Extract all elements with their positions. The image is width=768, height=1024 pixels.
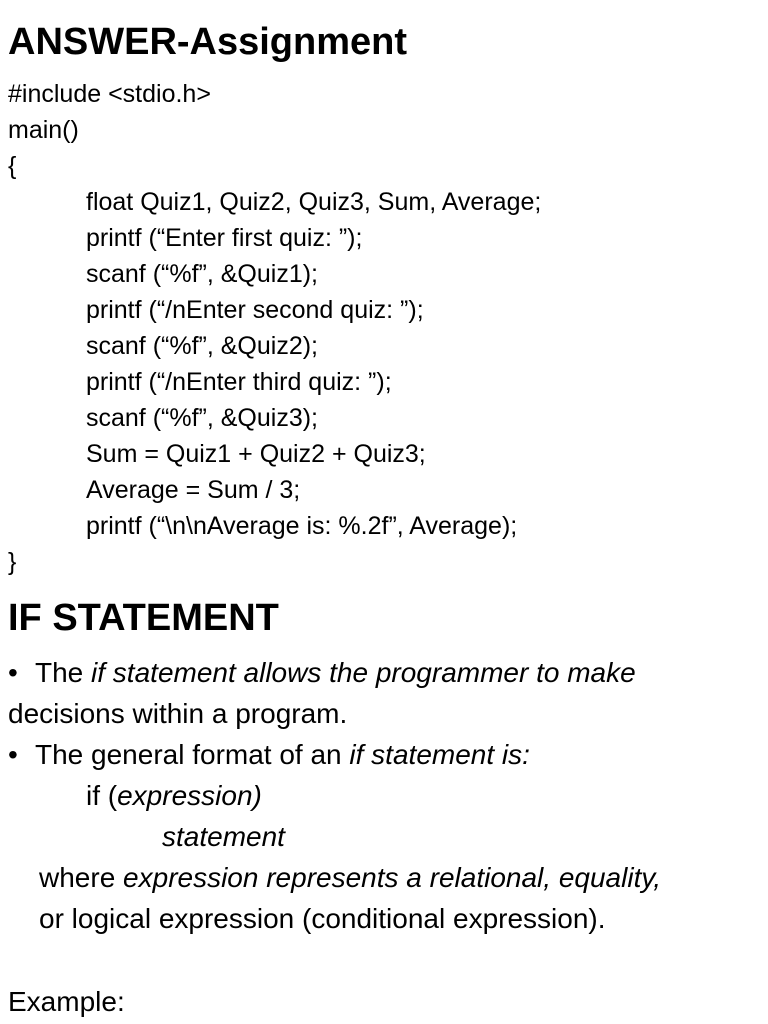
code-line: {: [8, 152, 17, 180]
where-continuation: or logical expression (conditional expression).: [39, 903, 606, 934]
bullet-1-plain: The: [35, 657, 92, 688]
code-block: [8, 76, 748, 580]
code-line: printf (“\n\nAverage is: %.2f”, Average);: [86, 512, 518, 540]
code-line: printf (“Enter first quiz: ”);: [86, 224, 363, 252]
where-italic: expression represents a relational, equality,: [123, 862, 662, 893]
bullet-1-line: [8, 652, 753, 693]
format-statement-line: [8, 816, 753, 857]
code-line: }: [8, 548, 17, 576]
bullet-1-italic: if statement allows the programmer to make: [91, 657, 636, 688]
bullet-2-line: [8, 734, 753, 775]
code-line: Sum = Quiz1 + Quiz2 + Quiz3;: [86, 440, 426, 468]
if-statement-heading: IF STATEMENT: [8, 597, 279, 639]
where-plain: where: [39, 862, 124, 893]
answer-heading: ANSWER-Assignment: [8, 21, 408, 63]
code-line: scanf (“%f”, &Quiz3);: [86, 404, 318, 432]
bullet-2-italic: if statement is:: [349, 739, 530, 770]
code-line: main(): [8, 116, 79, 144]
where-line: [8, 857, 753, 898]
format-if-line: [8, 775, 753, 816]
code-line: scanf (“%f”, &Quiz1);: [86, 260, 318, 288]
format-if-keyword: if (: [86, 780, 118, 811]
code-line: Average = Sum / 3;: [86, 476, 301, 504]
bullet-icon: •: [8, 739, 18, 770]
if-statement-body: [8, 652, 753, 1022]
code-line: float Quiz1, Quiz2, Quiz3, Sum, Average;: [86, 188, 542, 216]
code-line: printf (“/nEnter third quiz: ”);: [86, 368, 392, 396]
format-statement: statement: [162, 821, 285, 852]
format-expression: expression): [117, 780, 262, 811]
bullet-1-continuation: decisions within a program.: [8, 698, 348, 729]
code-line: printf (“/nEnter second quiz: ”);: [86, 296, 424, 324]
code-line: scanf (“%f”, &Quiz2);: [86, 332, 318, 360]
bullet-icon: •: [8, 657, 18, 688]
bullet-2-plain: The general format of an: [35, 739, 350, 770]
spacer: [8, 939, 753, 981]
example-label: Example:: [8, 986, 125, 1017]
code-line: #include <stdio.h>: [8, 80, 211, 108]
